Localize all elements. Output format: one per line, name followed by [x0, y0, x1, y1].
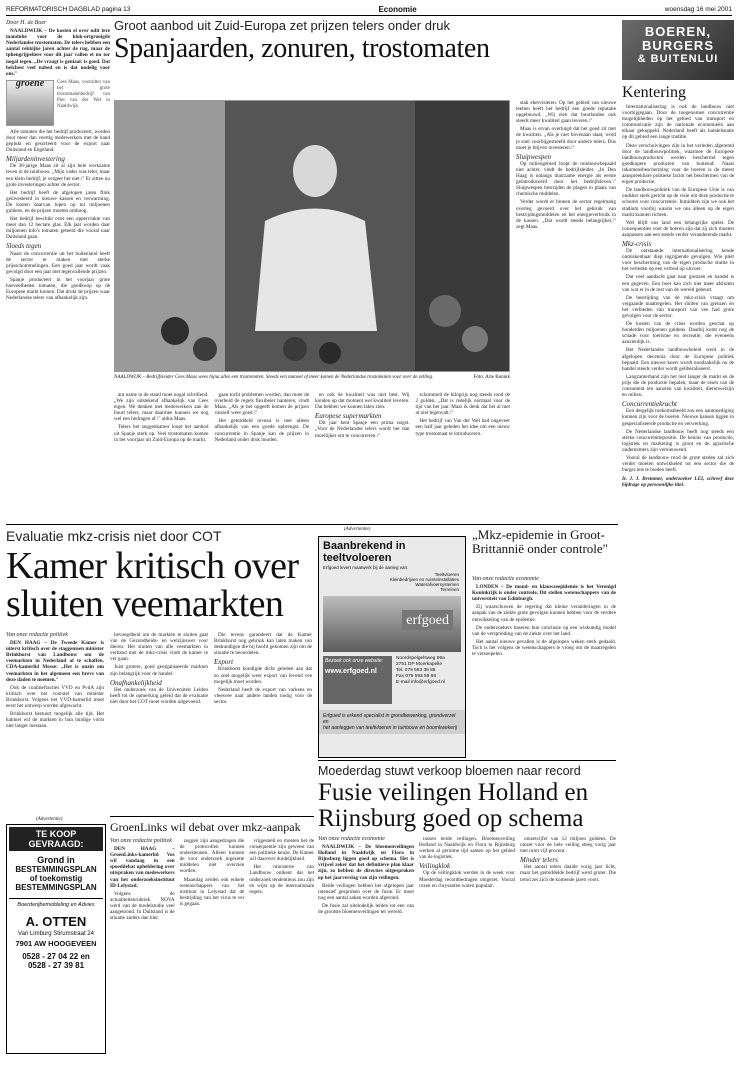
banner-line-2: BURGERS — [641, 38, 714, 53]
lead-subhead-right: Europese supermarkten — [315, 412, 382, 421]
inset-image — [6, 80, 54, 126]
lead-subhead-sluipwespen: Sluipwespen — [516, 152, 551, 161]
ad-erfgoed-web-line: Bezoek ook onze website: — [325, 658, 384, 664]
veiling-subhead-2: Minder telers — [520, 856, 558, 865]
ad-line-5: Boerderijbemiddeling en Advies — [9, 898, 103, 908]
lead-body-6: Spanje produceert in het voorjaar grote hoeveelheden tomaten, die goedkoop op de Europese markt komen. Dat drukt de prijzen waar Nederlandse telers van afhankelijk zijn. — [6, 276, 110, 302]
mkz-uk-headline: „Mkz-epidemie in Groot-Brittannië onder controle" — [472, 527, 608, 556]
veiling-col-3: omzetcijfer van 12 miljoen guldens. De omzet voor de hele veiling steeg vorig jaar met ruim vijf procent. Minder telers Het aantal telers daalde vorig jaar licht, maar het gemiddelde bedrijf werd groter. Die trend zet zich de komende jaren voort. — [520, 836, 616, 883]
side-feature-heading: Kentering — [622, 84, 686, 101]
banner-line-3: & BUITENLUI — [637, 53, 719, 65]
section-divider — [6, 524, 618, 525]
veiling-divider — [318, 760, 616, 761]
ad-erfgoed — [318, 536, 466, 758]
ad-erfgoed-tagline: Erfgoed levert maatwerk bij de aanleg van: — [323, 565, 409, 570]
erfgoed-logo — [402, 610, 453, 630]
side-feature-body: Internationalisering is ook de landbouw niet voorbijgegaan. Door de toegenomen concurrentie mogelijkheden op het gebied van transport en communicatie zijn de nationale economieën aan elkaar gekoppeld. Nederland heeft als handelsnatie op dit gebied een lange traditie. Deze verschuivingen zijn in het verleden afgeremd door de landbouwpolitiek, waarmee de Europese landbouwproducten werden beschermd tegen goedkopere producten van buitenaf. Naast inkomensbescherming voor de boeren is de meest aanspreekbare politieke factor het beschermen van de eigen productie. De landbouwpolitiek van de Europese Unie is van oudsher sterk gericht op de visie om deze productie te schoren voor concurrentie. Inmiddels zijn we ook het stadium voorbij waarin we ons alleen op de eigen markt kunnen richten. Wel blijft ons land een belangrijke speler. De consequenties voor de boeren zijn dat zij zich moeten aanpassen aan een steeds verder veranderende markt. Mkz-crisis De ontstaande internationalisering kende onmiskenbaar diep ingrijpende gevolgen. Wie pleit voor bescherming van de eigen productie stuitte in het verleden op een verbod op uitvoer. Dat veel aandacht gaat naar grenzen en handel is een gegeven. Een boer kan zich niet meer afsluiten van wat er in de rest van de wereld gebeurt. De bestrijding van de mkz-crisis vraagt om vergaande maatregelen. Het sluiten van grenzen en het verbieden van transport van vee had grote gevolgen voor de sector. De kosten van de crisis worden geschat op honderden miljoenen guldens. Daarbij komt nog de schade voor toerisme en recreatie, die eveneens aanzienlijk is. Het Nederlandse landbouwbeleid werd in de afgelopen decennia door de Europese politiek bepaald. Een nieuwe koers wordt noodzakelijk nu de handel steeds verder wordt geliberaliseerd. Langzamerhand zijn het niet langer de markt en de prijs die de productie bepalen, maar de eisen van de consument ten aanzien van kwaliteit, dierenwelzijn en milieu. Concurrentiekracht Een dergelijk toekomstbeeld zou een aanmoediging kunnen zijn voor de boeren. Nieuwe kansen liggen in gespecialiseerde productie en verwerking. De Nederlandse landbouw heeft nog steeds een sterke concurrentiepositie. De kennis van productie, logistiek en marketing is groot en de agrarische ondernemers zijn vernieuwend. Vooral de landbouw rond de grote steden zal zich verder moeten ontwikkelen tot een sector die de burger iets te bieden heeft. Ir. J. J. Bremmer, onderzoeker LEI, schreef deze bijdrage op persoonlijke titel. — [622, 104, 734, 489]
ad-erfgoed-web-box — [323, 656, 392, 704]
lead-right-text-4: Verder wordt er binnen de sector regelmatig overleg gevoerd over het gebruik van bestrijdingsmiddelen en het energieverbruik in de kassen. „Dat wordt steeds belangrijker,\" zegt Maas. — [516, 199, 616, 230]
lead-kicker: Groot aanbod uit Zuid-Europa zet prijzen telers onder druk — [114, 18, 451, 33]
greenlinks-col-3: vrijgesteld en moeten het de consequentie zijn geweest van een politieke keuze. De Kamer wil daarover duidelijkheid. Het ministerie van Landbouw ontkent dat het onderzoek tendentieus zou zijn en wijst op de internationale regels. — [249, 838, 314, 895]
ad-title: TE KOOP GEVRAAGD: — [9, 827, 103, 851]
ad-line-4: BESTEMMINGSPLAN — [15, 883, 97, 892]
mkz-uk-body: Van onze redactie economie LONDEN – De mond- en klauwzeepidemie is het Verenigd Koninkrijk is onder controle. Dit stellen wetenschappers van de universiteit van Edinburgh. Zij waarschuwen de regering dat kleine veranderingen in de aanpak van de ziekte grote gevolgen kunnen hebben voor de verdere ontwikkeling van de epidemie. De onderzoekers baseren hun conclusie op een wiskundig model van de verspreiding van de ziekte over het land. Het aantal nieuwe gevallen is de afgelopen weken sterk gedaald. Toch is het volgens de wetenschappers te vroeg om de maatregelen te versoepelen. — [472, 576, 616, 658]
ad-line-3: of toekomstig — [29, 874, 83, 883]
ad-erfgoed-phone: Tel. 079 593 38 88 — [396, 668, 436, 673]
ad-erfgoed-bottom-2: het aanleggen van teeltvloeren in tuinbouw en boomkwekerij — [323, 725, 457, 731]
cot-intro: DEN HAAG – De Tweede Kamer is uiterst kritisch over de staggenisen minister Brinkhorst van Landbouw om de veemarkten in Nederland af te schaffen. CDA-kamerlid Mosse: „Het is onzin om veemarkten in het algemeen een brevs van deze daden te noemen." — [6, 640, 104, 683]
service-2: Kleinbedrijven en ruimteinstallaties — [389, 577, 459, 582]
side-subhead-1: Mkz-crisis — [622, 239, 652, 248]
ad-erfgoed-contact-row — [319, 654, 465, 706]
inset-photo — [6, 80, 110, 126]
ad-label-erfgoed: (Advertentie) — [344, 527, 371, 532]
veiling-intro: NAALDWIJK – De bloemenveilingen Holland in Naaldwijk en Flora in Rijnsburg liggen goed op schema. Het is vrijwel zeker dat het definitieve plan klaar zijn, zo hebben de directies uitgesproken op het jaarverslag van zijn veilingen. — [318, 844, 414, 881]
veiling-headline-1: Fusie veilingen Holland en — [318, 779, 589, 806]
veiling-col-2: tussen beide veilingen. Bloemenveiling Holland in Naaldwijk en Flora in Rijnsburg werken al geruime tijd samen op het gebied van de logistiek. Veilingklok Op de veilingklok werden in de week voor Moederdag recordbedragen omgezet. Vooral rozen en chrysanten waren populair. — [419, 836, 515, 889]
side-signature: Ir. J. J. Bremmer, onderzoeker LEI, schreef deze bijdrage op persoonlijke titel. — [622, 476, 734, 489]
ad-erfgoed-services — [319, 570, 465, 594]
photo-credit: Foto: Arie Bunnik — [473, 375, 510, 380]
tomato-greenhouse-illustration — [115, 101, 510, 372]
lead-body-2: De 36-jarige Maas zit al zijn hele werkzame leven in de tuinbouw. „Mijn vader was teler, maar een klein bedrijf, je vergeet het niet.\" Er zitten nu grote investeringen achter de sector. — [6, 163, 110, 188]
greenlinks-col-1: Van onze redactie politiek DEN HAAG – GroenLinks-kamerlid Vos wil vandaag in een spoeddebat opheldering over uitspraken van medewerkers van het onderzoeksinstituut ID-Lelystad. Volgens de actualiteitenrubriek NOVA werd van de modelstudie veel aangetoond. In Duitsland is de situatie anders dan hier. — [110, 838, 175, 922]
ad-erfgoed-fax: Fax 079 593 59 68 — [396, 674, 437, 679]
cot-body — [6, 632, 312, 812]
ad-label-left: (Advertentie) — [36, 817, 63, 822]
lead-intro: NAALDWIJK – De kosten el over ndit tere mandnhe voor de klok-ortgrooigde Nederlandse trostomaten. De telers hebben een aantal rekkijke jaren achter de rug, maar de tphengrijpeliere voor dit jaar vallen et nu tor nogal tegen. „De vraagt is geniaal: is goed. Dat helchest veel nabed en is dat nodelig voor ons." — [6, 28, 110, 77]
ad-city: 7901 AW HOOGEVEEN — [15, 939, 97, 948]
lead-photo — [114, 100, 510, 372]
ad-te-koop — [6, 824, 106, 1054]
header-left: REFORMATORISCH DAGBLAD pagina 13 — [6, 6, 131, 13]
lead-col-2: gaan tocht problemen worden, dan moet de overheid de regels flexibeler hanteren, vindt Maas. „Als je het opgeeft komen de prijzen vanzelf weer goed.\" Het gemiddeld niveau is met alleen afhankelijk van een goede opbrengst. De concurrentie in Spanje kan de prijzen in Nederland onder druk houden. — [214, 392, 309, 443]
lead-body-5: Naast de concurrentie uit het buitenland heeft de sector te maken met sterke prijsschommelingen. Een goed jaar wordt vaak gevolgd door een jaar met tegenvallende prijzen. — [6, 250, 110, 275]
lead-photo-caption — [114, 375, 510, 381]
ad-erfgoed-headline: Baanbrekend in teeltvoloeren — [323, 540, 406, 564]
lead-headline: Spanjaarden, zonuren, trostomaten — [114, 33, 490, 64]
service-3: Waterafvoersystemen — [415, 582, 459, 587]
veiling-subhead-1: Veilingklok — [419, 862, 451, 871]
side-feature-banner — [622, 20, 734, 80]
greenlinks-col-2: zeggen zijn aangedragen die de protocollen kunnen ondersteunen. Alleen kunnen de voor onderzoek ingezette middelen niet overzien worden. Maandag zeiden ook enkele wetenschappers van het instituut in Lelystad dat de bestrijding van het virus te ver is gegaan. — [179, 838, 245, 907]
service-1: Teeltvloeren — [434, 572, 459, 577]
lead-right-text-1: stak ehervisieren. Op het gebied van nieuwe teelten heeft het bedrijf een goede reputatie opgebouwd. „Wij zien dat buurlanden ook steeds meer kwaliteit gaan leveren.\" — [516, 100, 616, 125]
ad-line-2: BESTEMMINGSPLAN — [15, 865, 97, 874]
ad-erfgoed-email: E-mail info@erfgoed.nl — [396, 680, 445, 685]
lead-body-columns — [114, 392, 510, 522]
cot-col-1: Van onze redactie politiek DEN HAAG – De Tweede Kamer is uiterst kritisch over de staggenisen minister Brinkhorst van Landbouw om de veemarkten in Nederland af te schaffen. CDA-kamerlid Mosse: „Het is onzin om veemarkten in het algemeen een brevs van deze daden te noemen." Ook de coalitiefracties VVD en PvdA zijn kritisch over het voorstel van minister Brinkhorst. Volgens het VVD-kamerlid moet eerst het ontwerp worden afgewacht. Brinkhorst bestuurt mogelijk alle tijd. Het kabinet wil de markten in hun huidige vorm niet langer toestaan. — [6, 632, 104, 730]
veiling-byline: Van onze redactie economie — [318, 836, 385, 842]
greenlinks-intro: DEN HAAG – GroenLinks-kamerlid Vos wil vandaag in een spoeddebat opheldering over uitspraken van medewerkers van het onderzoeksinstituut ID-Lelystad. — [110, 846, 175, 889]
lead-body-3: Het bedrijf heeft de afgelopen jaren flink geïnvesteerd in nieuwe kassen en verwarming. De kosten daarvan lopen op tot miljoenen guldens, en de prijzen moeten omhoog. — [6, 189, 110, 214]
ad-phone-2: 0528 - 27 39 81 — [27, 961, 85, 970]
lead-col-4: schommelt de kilogrijs nog steeds rond de 2 gulden. „Dat is redelijk normaal voor de tijd van het jaar. Maar ik denk dat het al met al niet tegenvalt.\" Het bedrijf van Van der Wel had ongeveer een half jaar geleden het idee om een nieuw type trostomaat te introduceren. — [415, 392, 510, 437]
lead-col-3: en ook de kwaliteit was niet best. Wij konden op dat moment wel kwaliteit leveren. Dat hebben we kunnen laten zien. Europese supermarkten Dit jaar kent Spanje een prima oogst. „Voor de Nederlandse telers wordt het dan moeilijker om te concurreren.\" — [315, 392, 410, 439]
ad-erfgoed-url[interactable]: www.erfgoed.nl — [325, 668, 377, 675]
cot-headline-2: sluiten veemarkten — [6, 583, 284, 625]
mkz-uk-byline: Van onze redactie economie — [472, 576, 539, 582]
side-subhead-2: Concurrentiekracht — [622, 400, 677, 409]
inset-label: groene — [15, 79, 45, 89]
ad-erfgoed-addr-2: 2751 DP Moerkapelle — [396, 662, 443, 667]
ad-company: A. OTTEN — [25, 914, 87, 929]
ad-line-1: Grond in — [37, 855, 75, 865]
inset-wrap-text: Cees Maas, voorzitter van het grote trostomatenbedrijf van Piet van der Wel in Naaldwijk. — [57, 79, 110, 109]
cot-byline: Van onze redactie politiek — [6, 632, 68, 638]
veiling-kicker: Moederdag stuwt verkoop bloemen naar record — [318, 764, 581, 778]
lead-body-1: Alle tomaten die het bedrijf produceert, worden door meer dan veertig medewerkers met de hand geplukt en gesorteerd voor de export naar Duitsland en Engeland. — [6, 128, 110, 154]
cot-headline-1: Kamer kritisch over — [6, 545, 299, 587]
banner-line-1: BOEREN, — [644, 24, 712, 39]
lead-byline: Door H. de Boer — [6, 20, 47, 26]
ad-erfgoed-addr-1: Noordspelgelsweg 99a — [396, 656, 445, 661]
page-header — [6, 4, 732, 16]
ad-erfgoed-bottom — [319, 710, 465, 734]
veiling-col-1: Van onze redactie economie NAALDWIJK – De bloemenveilingen Holland in Naaldwijk en Flora in Rijnsburg liggen goed op schema. Het is vrijwel zeker dat het definitieve plan klaar zijn, zo hebben de directies uitgesproken op het jaarverslag van zijn veilingen. Beide veilingen hebben het afgelopen jaar intensief gesproken over de fusie. Er moet nog een aantal zaken worden afgerond. De fusie zal uiteindelijk leiden tot een van de grootste bloemenveilingen ter wereld. — [318, 836, 414, 916]
ad-erfgoed-bottom-1: Erfgoed is erkend specialist in grondbewerking, grondverzet en — [323, 713, 456, 725]
cot-subhead-2: Onafhankelijkheid — [110, 678, 162, 687]
lead-col-1: ant name in de stand moet nogal schrillend. „We zijn uitstekend afhankelijk van Cees eigen. We denken met medewerkers aan de buurt telers, maar daarmee kunnen we nog wel een bedragen af.\" aldus Maas. Telers het zeggenkamer loopt het aanbod uit Spanje sterk op. Veel trostomaten komen in het voorjaar uit Zuid-Europa op de markt. — [114, 392, 209, 443]
lead-caption-text: NAALDWIJK – Bedrijfsleider Cees Maas wees bijna alles een trostomaten. Steeds een manoel of meer komen de Nederlandse trostomaten voor over de zelling. — [114, 375, 434, 380]
section-title: Economie — [378, 5, 417, 14]
erfgoed-brand: erfgoed — [406, 613, 449, 628]
header-date: woensdag 16 mei 2001 — [664, 6, 732, 13]
lead-subhead-2: Sloeds tegen — [6, 242, 42, 251]
ad-erfgoed-photo — [323, 596, 461, 652]
ad-phone-1: 0528 - 27 04 22 en — [22, 952, 90, 961]
lead-article-left-column — [6, 20, 110, 522]
veiling-headline-2: Rijnsburg goed op schema — [318, 805, 584, 832]
veiling-body — [318, 836, 616, 1058]
service-4: Terreinen — [440, 587, 459, 592]
ad-address: Van Limburg Stirumstraat 24 — [18, 931, 94, 937]
lead-right-text-2: Maas is ervan overtuigd dat het goed zit met de kwaliteit. „Als je niet bovenaan staat, word je snel voorbijgestreefd door andere telers. Dus moet je blijven investeren.\" — [516, 126, 616, 151]
lead-right-text-3: Op milieugebied loopt de tuinbouwbepaald niet achter, vindt de bedrijfsleider. „In Den Haag is onlangs duurzame energie als eerste geïntroduceerd door het bedrijfsleven.\" Sluipwespen bestrijden de plagen in plaats van chemische middelen. — [516, 160, 616, 198]
greenlinks-headline: GroenLinks wil debat over mkz-aanpak — [110, 820, 301, 834]
greenlinks-body — [110, 838, 314, 1058]
cot-kicker: Evaluatie mkz-crisis niet door COT — [6, 528, 222, 544]
lead-subhead-1: Miljardeninvestering — [6, 155, 65, 164]
cot-subhead-1: Export — [214, 658, 234, 667]
ad-erfgoed-address — [396, 656, 461, 704]
mkz-uk-intro: LONDEN – De mond- en klauwzeepidemie is het Verenigd Koninkrijk is onder controle. Dit stellen wetenschappers van de universiteit van Edinburgh. — [472, 584, 616, 603]
greenlinks-byline: Van onze redactie politiek — [110, 838, 172, 844]
cot-col-2: bevoegdheid om de markten te sluiten gaat van de Gezondheids- en welzijnswet voor dieren. Het sluiten van alle veemarkten in verband met de mkz-crisis vindt de kamer te ver gaan. Juist grotere, goed georganiseerde markten zijn belangrijk voor de handel. Onafhankelijkheid Het onderzoek van de Universiteit Leiden heeft tot de opmerking geleid dat de evaluatie niet door het COT moet worden uitgevoerd. — [110, 632, 208, 705]
greenlinks-divider — [110, 816, 314, 817]
cot-col-3: Die tevens garandeert dat de Kamer Brinkhorst nog gebruik kan laten maken van deskundigen die bij hoofd gekomen zijn om de situatie te beoordelen. Export Brinkhorst kondigde dicht geleden aan dat zo snel mogelijk weer export van levend vee mogelijk moet worden. Nederland heeft de export van varkens en vleesvee naar andere landen nodig voor de sector. — [214, 632, 312, 705]
lead-right-column — [516, 100, 616, 522]
lead-body-4: Het bedrijf beschikt over een oppervlakte van meer dan 12 hectare glas. Elk jaar worden daar miljoenen kilo's tomaten geteeld die vooral naar Duitsland gaan. — [6, 216, 110, 241]
